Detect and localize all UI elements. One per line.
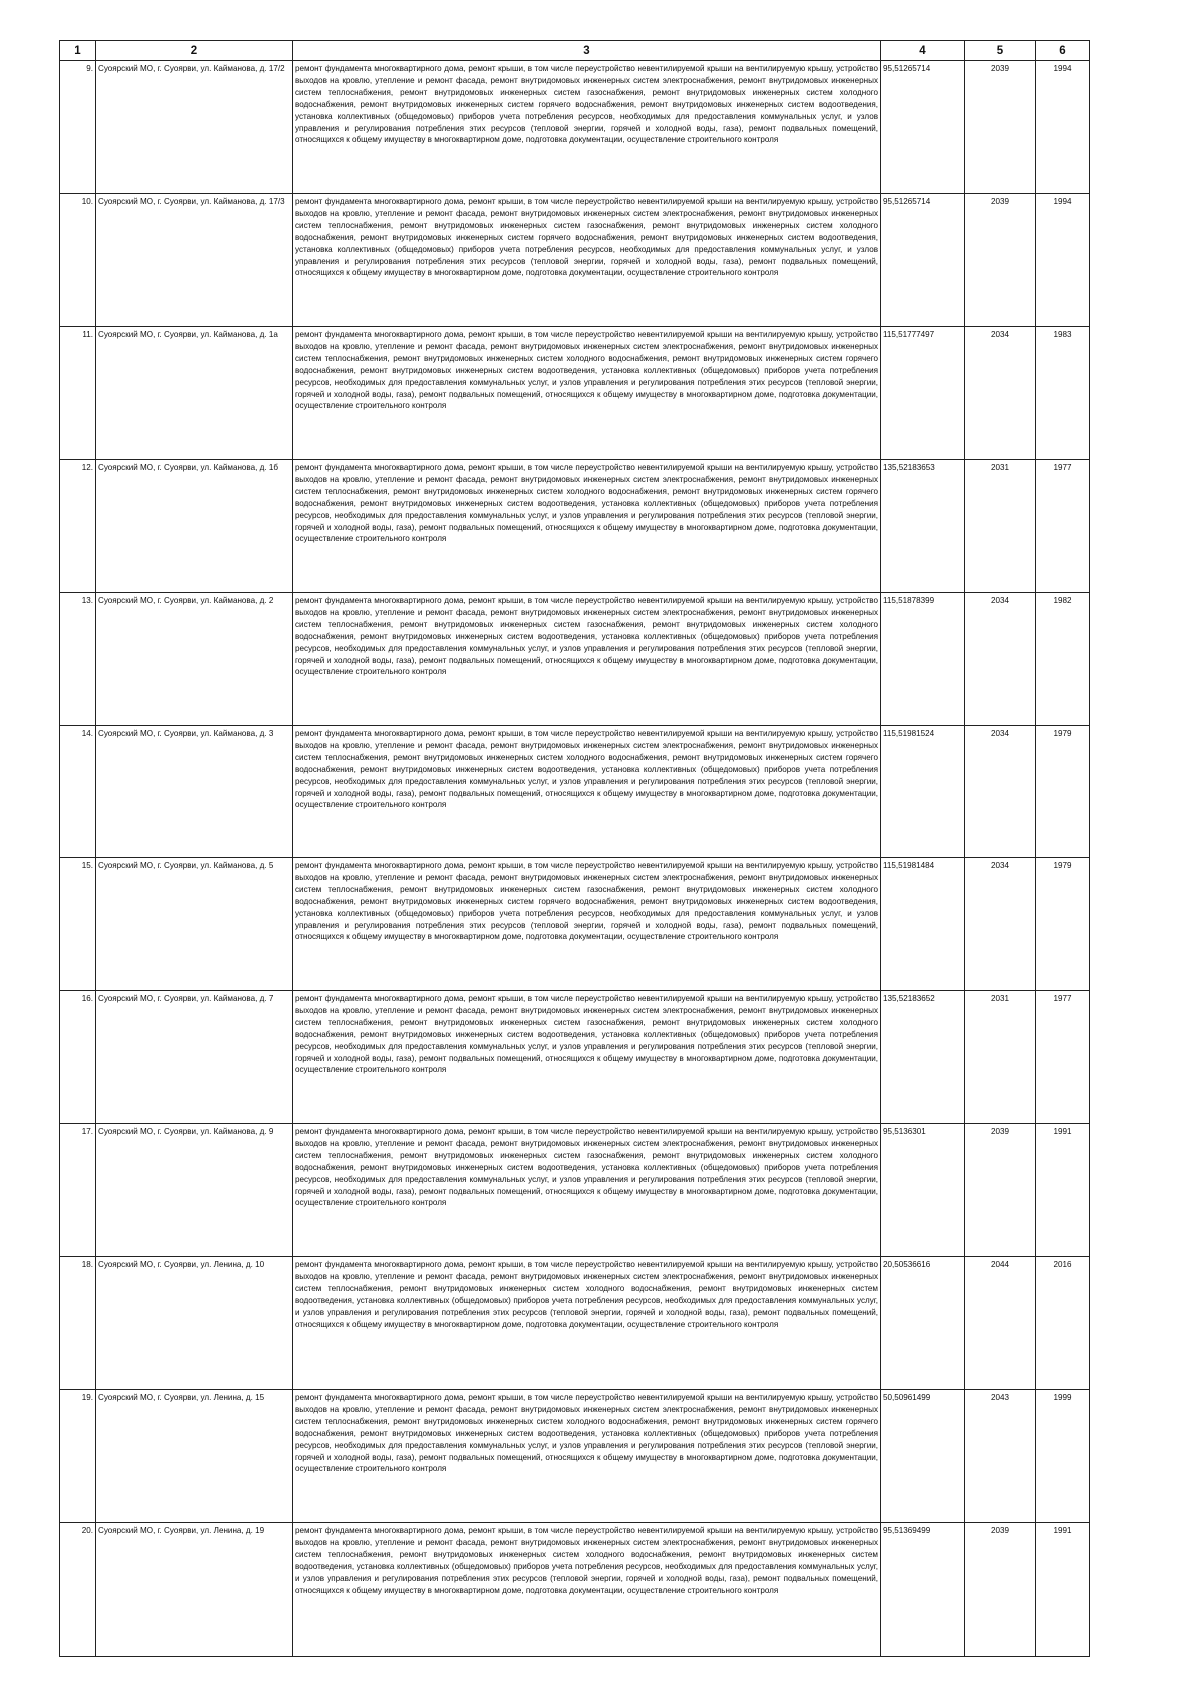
- house-address: Суоярский МО, г. Суоярви, ул. Кайманова, д. 1а: [96, 327, 293, 460]
- cost-value: 115,51878399: [881, 593, 965, 726]
- built-year: 1991: [1036, 1523, 1090, 1657]
- table-row: [60, 593, 1090, 726]
- capital-repair-table: [59, 40, 1090, 1657]
- cost-value: 115,51981484: [881, 858, 965, 991]
- repair-works: ремонт фундамента многоквартирного дома, ремонт крыши, в том числе переустройство невентилируемой крыши на вентилируемую крышу, устройство выходов на кровлю, утепление и ремонт фасада, ремонт внутридомовых инженерных систем электроснабжения, ремонт внутридомовых инженерных систем теплоснабжения, ремонт внутридомовых инженерных систем холодного водоснабжения, ремонт внутридомовых инженерных систем горячего водоснабжения, ремонт внутридомовых инженерных систем водоотведения, установка коллективных (общедомовых) приборов учета потребления ресурсов, необходимых для предоставления коммунальных услуг, и узлов управления и регулирования потребления этих ресурсов (тепловой энергии, горячей и холодной воды, газа), ремонт подвальных помещений, относящихся к общему имуществу в многоквартирном доме, подготовка документации, осуществление строительного контроля: [293, 726, 881, 858]
- column-header-3: 3: [293, 41, 881, 61]
- cost-value: 135,52183653: [881, 460, 965, 593]
- row-number: 11.: [60, 327, 96, 460]
- table-row: [60, 327, 1090, 460]
- planned-year: 2039: [965, 61, 1036, 194]
- row-number: 16.: [60, 991, 96, 1124]
- built-year: 1977: [1036, 991, 1090, 1124]
- document-page: [59, 40, 1089, 1657]
- row-number: 9.: [60, 61, 96, 194]
- house-address: Суоярский МО, г. Суоярви, ул. Кайманова, д. 2: [96, 593, 293, 726]
- house-address: Суоярский МО, г. Суоярви, ул. Кайманова, д. 9: [96, 1124, 293, 1257]
- row-number: 17.: [60, 1124, 96, 1257]
- row-number: 14.: [60, 726, 96, 858]
- planned-year: 2031: [965, 991, 1036, 1124]
- repair-works: ремонт фундамента многоквартирного дома, ремонт крыши, в том числе переустройство невентилируемой крыши на вентилируемую крышу, устройство выходов на кровлю, утепление и ремонт фасада, ремонт внутридомовых инженерных систем электроснабжения, ремонт внутридомовых инженерных систем теплоснабжения, ремонт внутридомовых инженерных систем холодного водоснабжения, ремонт внутридомовых инженерных систем горячего водоснабжения, ремонт внутридомовых инженерных систем водоотведения, установка коллективных (общедомовых) приборов учета потребления ресурсов, необходимых для предоставления коммунальных услуг, и узлов управления и регулирования потребления этих ресурсов (тепловой энергии, горячей и холодной воды, газа), ремонт подвальных помещений, относящихся к общему имуществу в многоквартирном доме, подготовка документации, осуществление строительного контроля: [293, 1390, 881, 1523]
- repair-works: ремонт фундамента многоквартирного дома, ремонт крыши, в том числе переустройство невентилируемой крыши на вентилируемую крышу, устройство выходов на кровлю, утепление и ремонт фасада, ремонт внутридомовых инженерных систем электроснабжения, ремонт внутридомовых инженерных систем теплоснабжения, ремонт внутридомовых инженерных систем газоснабжения, ремонт внутридомовых инженерных систем холодного водоснабжения, ремонт внутридомовых инженерных систем горячего водоснабжения, ремонт внутридомовых инженерных систем водоотведения, установка коллективных (общедомовых) приборов учета потребления ресурсов, необходимых для предоставления коммунальных услуг, и узлов управления и регулирования потребления этих ресурсов (тепловой энергии, горячей и холодной воды, газа), ремонт подвальных помещений, относящихся к общему имуществу в многоквартирном доме, подготовка документации, осуществление строительного контроля: [293, 858, 881, 991]
- cost-value: 95,51265714: [881, 61, 965, 194]
- planned-year: 2044: [965, 1257, 1036, 1390]
- built-year: 1983: [1036, 327, 1090, 460]
- house-address: Суоярский МО, г. Суоярви, ул. Кайманова, д. 5: [96, 858, 293, 991]
- built-year: 1994: [1036, 194, 1090, 327]
- column-header-5: 5: [965, 41, 1036, 61]
- built-year: 1977: [1036, 460, 1090, 593]
- repair-works: ремонт фундамента многоквартирного дома, ремонт крыши, в том числе переустройство невентилируемой крыши на вентилируемую крышу, устройство выходов на кровлю, утепление и ремонт фасада, ремонт внутридомовых инженерных систем электроснабжения, ремонт внутридомовых инженерных систем теплоснабжения, ремонт внутридомовых инженерных систем газоснабжения, ремонт внутридомовых инженерных систем холодного водоснабжения, ремонт внутридомовых инженерных систем горячего водоснабжения, ремонт внутридомовых инженерных систем водоотведения, установка коллективных (общедомовых) приборов учета потребления ресурсов, необходимых для предоставления коммунальных услуг, и узлов управления и регулирования потребления этих ресурсов (тепловой энергии, горячей и холодной воды, газа), ремонт подвальных помещений, относящихся к общему имуществу в многоквартирном доме, подготовка документации, осуществление строительного контроля: [293, 194, 881, 327]
- house-address: Суоярский МО, г. Суоярви, ул. Кайманова, д. 17/3: [96, 194, 293, 327]
- table-row: [60, 1124, 1090, 1257]
- planned-year: 2031: [965, 460, 1036, 593]
- table-row: [60, 858, 1090, 991]
- house-address: Суоярский МО, г. Суоярви, ул. Ленина, д. 15: [96, 1390, 293, 1523]
- planned-year: 2039: [965, 194, 1036, 327]
- repair-works: ремонт фундамента многоквартирного дома, ремонт крыши, в том числе переустройство невентилируемой крыши на вентилируемую крышу, устройство выходов на кровлю, утепление и ремонт фасада, ремонт внутридомовых инженерных систем электроснабжения, ремонт внутридомовых инженерных систем теплоснабжения, ремонт внутридомовых инженерных систем газоснабжения, ремонт внутридомовых инженерных систем холодного водоснабжения, ремонт внутридомовых инженерных систем водоотведения, установка коллективных (общедомовых) приборов учета потребления ресурсов, необходимых для предоставления коммунальных услуг, и узлов управления и регулирования потребления этих ресурсов (тепловой энергии, горячей и холодной воды, газа), ремонт подвальных помещений, относящихся к общему имуществу в многоквартирном доме, подготовка документации, осуществление строительного контроля: [293, 593, 881, 726]
- planned-year: 2039: [965, 1124, 1036, 1257]
- row-number: 10.: [60, 194, 96, 327]
- cost-value: 50,50961499: [881, 1390, 965, 1523]
- built-year: 1991: [1036, 1124, 1090, 1257]
- row-number: 19.: [60, 1390, 96, 1523]
- repair-works: ремонт фундамента многоквартирного дома, ремонт крыши, в том числе переустройство невентилируемой крыши на вентилируемую крышу, устройство выходов на кровлю, утепление и ремонт фасада, ремонт внутридомовых инженерных систем электроснабжения, ремонт внутридомовых инженерных систем теплоснабжения, ремонт внутридомовых инженерных систем холодного водоснабжения, ремонт внутридомовых инженерных систем горячего водоснабжения, ремонт внутридомовых инженерных систем водоотведения, установка коллективных (общедомовых) приборов учета потребления ресурсов, необходимых для предоставления коммунальных услуг, и узлов управления и регулирования потребления этих ресурсов (тепловой энергии, горячей и холодной воды, газа), ремонт подвальных помещений, относящихся к общему имуществу в многоквартирном доме, подготовка документации, осуществление строительного контроля: [293, 327, 881, 460]
- built-year: 1982: [1036, 593, 1090, 726]
- built-year: 2016: [1036, 1257, 1090, 1390]
- table-row: [60, 61, 1090, 194]
- planned-year: 2034: [965, 858, 1036, 991]
- table-row: [60, 726, 1090, 858]
- repair-works: ремонт фундамента многоквартирного дома, ремонт крыши, в том числе переустройство невентилируемой крыши на вентилируемую крышу, устройство выходов на кровлю, утепление и ремонт фасада, ремонт внутридомовых инженерных систем электроснабжения, ремонт внутридомовых инженерных систем теплоснабжения, ремонт внутридомовых инженерных систем газоснабжения, ремонт внутридомовых инженерных систем холодного водоснабжения, ремонт внутридомовых инженерных систем водоотведения, установка коллективных (общедомовых) приборов учета потребления ресурсов, необходимых для предоставления коммунальных услуг, и узлов управления и регулирования потребления этих ресурсов (тепловой энергии, горячей и холодной воды, газа), ремонт подвальных помещений, относящихся к общему имуществу в многоквартирном доме, подготовка документации, осуществление строительного контроля: [293, 991, 881, 1124]
- repair-works: ремонт фундамента многоквартирного дома, ремонт крыши, в том числе переустройство невентилируемой крыши на вентилируемую крышу, устройство выходов на кровлю, утепление и ремонт фасада, ремонт внутридомовых инженерных систем электроснабжения, ремонт внутридомовых инженерных систем теплоснабжения, ремонт внутридомовых инженерных систем газоснабжения, ремонт внутридомовых инженерных систем холодного водоснабжения, ремонт внутридомовых инженерных систем горячего водоснабжения, ремонт внутридомовых инженерных систем водоотведения, установка коллективных (общедомовых) приборов учета потребления ресурсов, необходимых для предоставления коммунальных услуг, и узлов управления и регулирования потребления этих ресурсов (тепловой энергии, горячей и холодной воды, газа), ремонт подвальных помещений, относящихся к общему имуществу в многоквартирном доме, подготовка документации, осуществление строительного контроля: [293, 61, 881, 194]
- house-address: Суоярский МО, г. Суоярви, ул. Кайманова, д. 3: [96, 726, 293, 858]
- row-number: 20.: [60, 1523, 96, 1657]
- table-row: [60, 194, 1090, 327]
- table-row: [60, 1390, 1090, 1523]
- cost-value: 95,51369499: [881, 1523, 965, 1657]
- planned-year: 2043: [965, 1390, 1036, 1523]
- built-year: 1979: [1036, 858, 1090, 991]
- table-row: [60, 1523, 1090, 1657]
- planned-year: 2034: [965, 327, 1036, 460]
- header-row: [60, 41, 1090, 61]
- repair-works: ремонт фундамента многоквартирного дома, ремонт крыши, в том числе переустройство невентилируемой крыши на вентилируемую крышу, устройство выходов на кровлю, утепление и ремонт фасада, ремонт внутридомовых инженерных систем электроснабжения, ремонт внутридомовых инженерных систем теплоснабжения, ремонт внутридомовых инженерных систем холодного водоснабжения, ремонт внутридомовых инженерных систем горячего водоснабжения, ремонт внутридомовых инженерных систем водоотведения, установка коллективных (общедомовых) приборов учета потребления ресурсов, необходимых для предоставления коммунальных услуг, и узлов управления и регулирования потребления этих ресурсов (тепловой энергии, горячей и холодной воды, газа), ремонт подвальных помещений, относящихся к общему имуществу в многоквартирном доме, подготовка документации, осуществление строительного контроля: [293, 460, 881, 593]
- planned-year: 2034: [965, 726, 1036, 858]
- repair-works: ремонт фундамента многоквартирного дома, ремонт крыши, в том числе переустройство невентилируемой крыши на вентилируемую крышу, устройство выходов на кровлю, утепление и ремонт фасада, ремонт внутридомовых инженерных систем электроснабжения, ремонт внутридомовых инженерных систем теплоснабжения, ремонт внутридомовых инженерных систем холодного водоснабжения, ремонт внутридомовых инженерных систем водоотведения, установка коллективных (общедомовых) приборов учета потребления ресурсов, необходимых для предоставления коммунальных услуг, и узлов управления и регулирования потребления этих ресурсов (тепловой энергии, горячей и холодной воды, газа), ремонт подвальных помещений, относящихся к общему имуществу в многоквартирном доме, подготовка документации, осуществление строительного контроля: [293, 1257, 881, 1390]
- planned-year: 2039: [965, 1523, 1036, 1657]
- built-year: 1994: [1036, 61, 1090, 194]
- house-address: Суоярский МО, г. Суоярви, ул. Ленина, д. 19: [96, 1523, 293, 1657]
- cost-value: 20,50536616: [881, 1257, 965, 1390]
- cost-value: 115,51777497: [881, 327, 965, 460]
- house-address: Суоярский МО, г. Суоярви, ул. Ленина, д. 10: [96, 1257, 293, 1390]
- house-address: Суоярский МО, г. Суоярви, ул. Кайманова, д. 1б: [96, 460, 293, 593]
- column-header-6: 6: [1036, 41, 1090, 61]
- planned-year: 2034: [965, 593, 1036, 726]
- cost-value: 95,51265714: [881, 194, 965, 327]
- built-year: 1999: [1036, 1390, 1090, 1523]
- column-header-2: 2: [96, 41, 293, 61]
- row-number: 12.: [60, 460, 96, 593]
- table-row: [60, 460, 1090, 593]
- cost-value: 95,5136301: [881, 1124, 965, 1257]
- repair-works: ремонт фундамента многоквартирного дома, ремонт крыши, в том числе переустройство невентилируемой крыши на вентилируемую крышу, устройство выходов на кровлю, утепление и ремонт фасада, ремонт внутридомовых инженерных систем электроснабжения, ремонт внутридомовых инженерных систем теплоснабжения, ремонт внутридомовых инженерных систем газоснабжения, ремонт внутридомовых инженерных систем холодного водоснабжения, ремонт внутридомовых инженерных систем водоотведения, установка коллективных (общедомовых) приборов учета потребления ресурсов, необходимых для предоставления коммунальных услуг, и узлов управления и регулирования потребления этих ресурсов (тепловой энергии, горячей и холодной воды, газа), ремонт подвальных помещений, относящихся к общему имуществу в многоквартирном доме, подготовка документации, осуществление строительного контроля: [293, 1124, 881, 1257]
- table-row: [60, 991, 1090, 1124]
- house-address: Суоярский МО, г. Суоярви, ул. Кайманова, д. 7: [96, 991, 293, 1124]
- cost-value: 135,52183652: [881, 991, 965, 1124]
- column-header-4: 4: [881, 41, 965, 61]
- row-number: 13.: [60, 593, 96, 726]
- column-header-1: 1: [60, 41, 96, 61]
- row-number: 18.: [60, 1257, 96, 1390]
- built-year: 1979: [1036, 726, 1090, 858]
- table-row: [60, 1257, 1090, 1390]
- cost-value: 115,51981524: [881, 726, 965, 858]
- row-number: 15.: [60, 858, 96, 991]
- repair-works: ремонт фундамента многоквартирного дома, ремонт крыши, в том числе переустройство невентилируемой крыши на вентилируемую крышу, устройство выходов на кровлю, утепление и ремонт фасада, ремонт внутридомовых инженерных систем электроснабжения, ремонт внутридомовых инженерных систем теплоснабжения, ремонт внутридомовых инженерных систем холодного водоснабжения, ремонт внутридомовых инженерных систем водоотведения, установка коллективных (общедомовых) приборов учета потребления ресурсов, необходимых для предоставления коммунальных услуг, и узлов управления и регулирования потребления этих ресурсов (тепловой энергии, горячей и холодной воды, газа), ремонт подвальных помещений, относящихся к общему имуществу в многоквартирном доме, подготовка документации, осуществление строительного контроля: [293, 1523, 881, 1657]
- house-address: Суоярский МО, г. Суоярви, ул. Кайманова, д. 17/2: [96, 61, 293, 194]
